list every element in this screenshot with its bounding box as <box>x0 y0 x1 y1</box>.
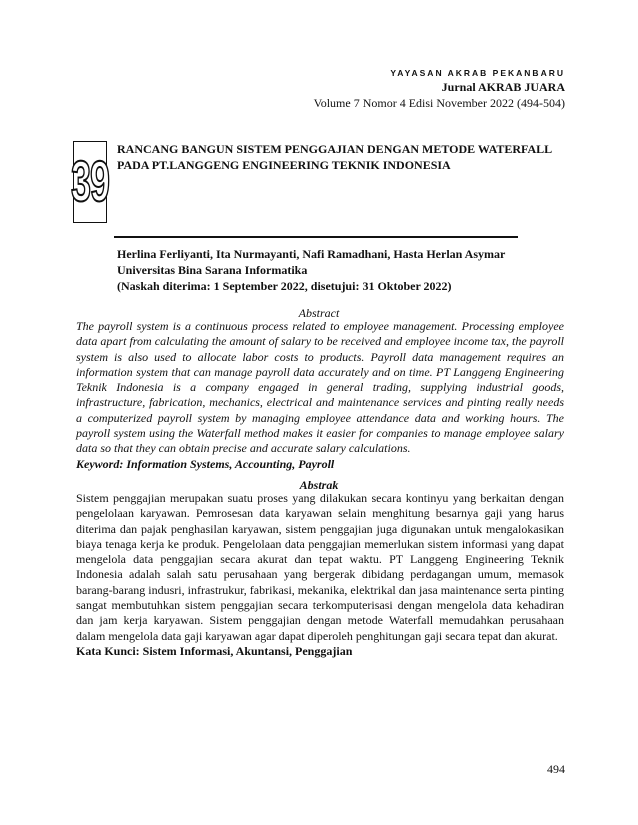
page-number: 494 <box>547 762 565 776</box>
author-affiliation: Universitas Bina Sarana Informatika <box>117 263 308 277</box>
journal-name: Jurnal AKRAB JUARA <box>441 80 565 94</box>
abstract-text-id: Sistem penggajian merupakan suatu proses yang dilakukan secara kontinyu yang berkaitan dengan pengelolaan karyawan. Pemrosesan data karyawan selain menghitung besarnya gaji yang harus diterima dan pajak penghasilan karyawan, sistem penggajian juga digunakan untuk mengalokasikan biaya tenaga kerja ke produk. Pengelolaan data penggajian memerlukan sistem informasi yang dapat mengelola data penggajian secara akurat dan tepat waktu. PT Langgeng Engineering Teknik Indonesia adalah salah satu perusahaan yang bergerak dibidang perdagangan umum, memasok barang-barang indusri, infrastrukur, fabrikasi, mekanika, elektrikal dan jasa maintenance serta pinting sangat membutuhkan sistem penggajian secara terkomputerisasi dengan mengelola data kehadiran dan jam kerja karyawan. Sistem penggajian dengan metode Waterfall memudahkan perusahaan dalam mengelola data gaji karyawan agar dapat diperoleh penghitungan gaji secara tepat dan akurat. <box>76 491 565 643</box>
keywords-id: Kata Kunci: Sistem Informasi, Akuntansi, Penggajian <box>76 643 353 658</box>
author-block <box>117 246 567 294</box>
abstract-heading-en: Abstract <box>298 306 340 320</box>
abstract-en <box>76 319 564 472</box>
journal-header <box>314 66 565 111</box>
abstract-id <box>76 491 564 659</box>
submission-dates: (Naskah diterima: 1 September 2022, disetujui: 31 Oktober 2022) <box>117 279 452 293</box>
article-number: 39 <box>70 148 110 214</box>
publisher-name: YAYASAN AKRAB PEKANBARU <box>390 68 565 78</box>
abstract-text-en: The payroll system is a continuous process related to employee management. Processing employee data apart from calculating the amount of salary to be received and employee income tax, the payroll system is also used to allocate labor costs to products. Payroll data management requires an information system that can manage payroll data accurately and on time. PT Langgeng Engineering Teknik Indonesia is a company engaged in general trading, supplying industrial goods, infrastructure, fabrication, mechanics, electrical and maintenance services and pinting really needs a computerized payroll system by managing employee attendance data and working hours. The payroll system using the Waterfall method makes it easier for companies to manage employee salary data so that they can obtain precise and accurate salary calculations. <box>76 319 564 456</box>
volume-info: Volume 7 Nomor 4 Edisi November 2022 (494-504) <box>313 96 565 110</box>
keywords-en: Keyword: Information Systems, Accounting, Payroll <box>76 456 335 471</box>
title-divider <box>114 236 518 238</box>
author-names: Herlina Ferliyanti, Ita Nurmayanti, Nafi Ramadhani, Hasta Herlan Asymar <box>117 247 506 261</box>
article-number-box <box>70 141 110 223</box>
abstract-heading-id: Abstrak <box>299 478 339 492</box>
article-title: RANCANG BANGUN SISTEM PENGGAJIAN DENGAN METODE WATERFALL PADA PT.LANGGENG ENGINEERING TEKNIK INDONESIA <box>117 142 552 172</box>
